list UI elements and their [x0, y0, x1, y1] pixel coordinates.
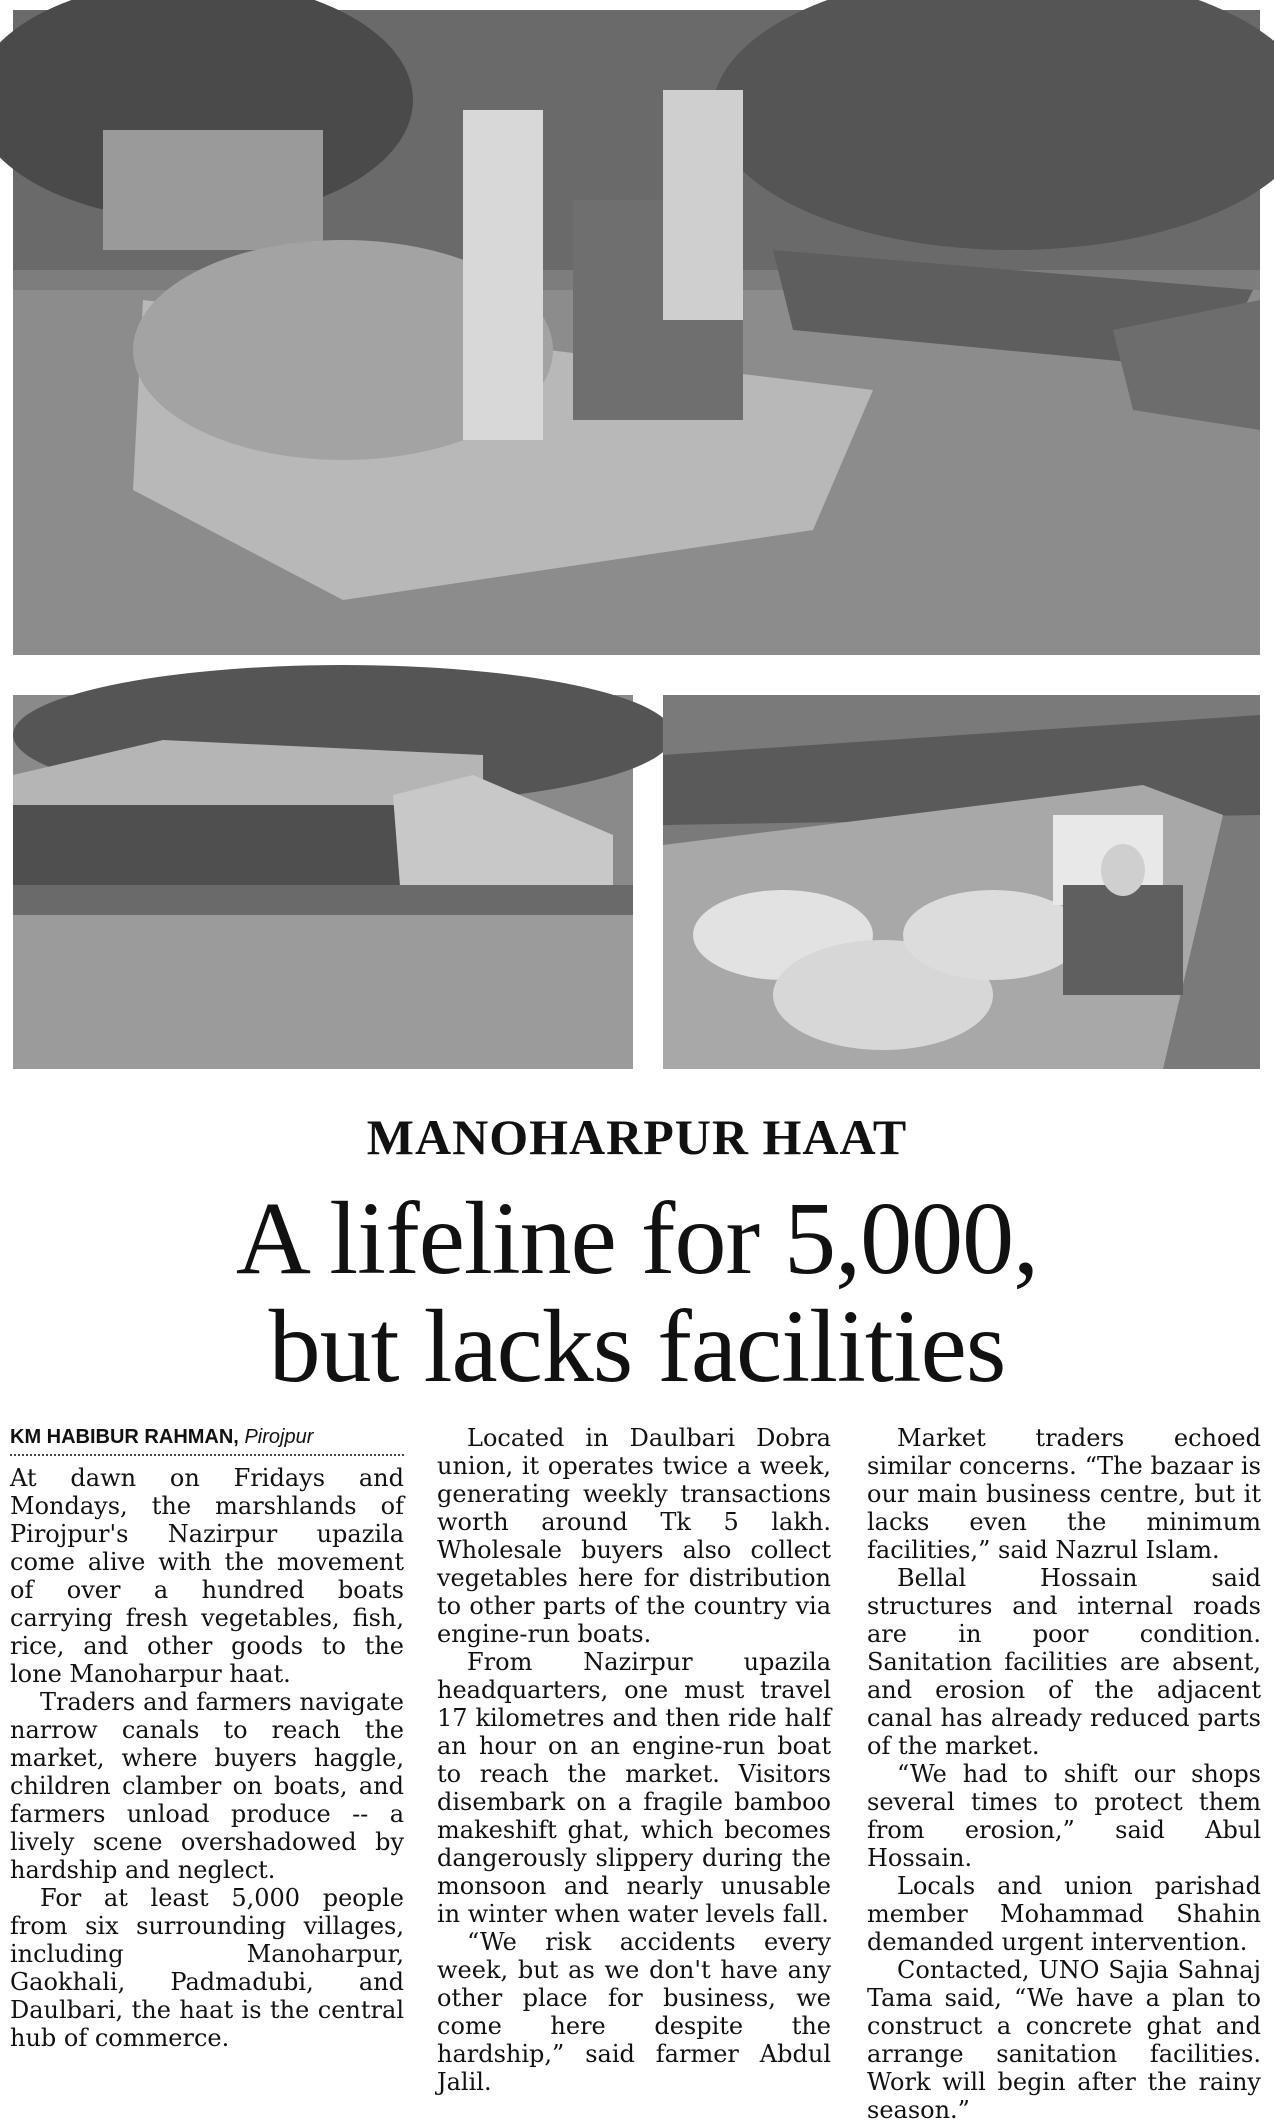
- byline-place: Pirojpur: [244, 1426, 314, 1448]
- paragraph: Locals and union parishad member Mohammad Shahin demanded urgent intervention.: [867, 1872, 1261, 1956]
- photo-boat-rice-sacks: [663, 695, 1260, 1069]
- paragraph: Bellal Hossain said structures and internal roads are in poor condition. Sanitation facilities are absent, and erosion of the adjacent canal has already reduced parts of the market.: [867, 1564, 1261, 1760]
- paragraph: At dawn on Fridays and Mondays, the marshlands of Pirojpur's Nazirpur upazila come alive with the movement of over a hundred boats carrying fresh vegetables, fish, rice, and other goods to the lone Manoharpur haat.: [10, 1464, 404, 1688]
- paragraph: For at least 5,000 people from six surrounding villages, including Manoharpur, Gaokhali, Padmadubi, and Daulbari, the haat is the central hub of commerce.: [10, 1884, 404, 2052]
- headline-line-1: A lifeline for 5,000,: [235, 1181, 1039, 1296]
- paragraph: From Nazirpur upazila headquarters, one must travel 17 kilometres and then ride half an hour on an engine-run boat to reach the market. Visitors disembark on a fragile bamboo makeshift ghat, which becomes dangerously slippery during the monsoon and nearly unusable in winter when water levels fall.: [437, 1648, 831, 1928]
- section-kicker: MANOHARPUR HAAT: [366, 1109, 908, 1165]
- paragraph: “We risk accidents every week, but as we don't have any other place for business, we come here despite the hardship,” said farmer Abdul Jalil.: [437, 1928, 831, 2096]
- byline: [10, 1424, 404, 1456]
- paragraph: Traders and farmers navigate narrow canals to reach the market, where buyers haggle, children clamber on boats, and farmers unload produce -- a lively scene overshadowed by hardship and neglect.: [10, 1688, 404, 1884]
- paragraph: “We had to shift our shops several times to protect them from erosion,” said Abul Hossain.: [867, 1760, 1261, 1872]
- paragraph: Contacted, UNO Sajia Sahnaj Tama said, “We have a plan to construct a concrete ghat and arrange sanitation facilities. Work will begin after the rainy season.”: [867, 1956, 1261, 2124]
- column-3: [867, 1424, 1261, 2124]
- photo-flooded-sheds: [13, 695, 633, 1069]
- column-1: [10, 1424, 404, 2052]
- paragraph: Located in Daulbari Dobra union, it operates twice a week, generating weekly transactions worth around Tk 5 lakh. Wholesale buyers also collect vegetables here for distribution to other parts of the country via engine-run boats.: [437, 1424, 831, 1648]
- column-2: [437, 1424, 831, 2096]
- photo-boat-pumpkins: [13, 10, 1260, 655]
- byline-author: KM HABIBUR RAHMAN,: [10, 1426, 239, 1448]
- paragraph: Market traders echoed similar concerns. “The bazaar is our main business centre, but it lacks even the minimum facilities,” said Nazrul Islam.: [867, 1424, 1261, 1564]
- headline: [0, 1181, 1274, 1404]
- headline-line-2: but lacks facilities: [268, 1289, 1006, 1404]
